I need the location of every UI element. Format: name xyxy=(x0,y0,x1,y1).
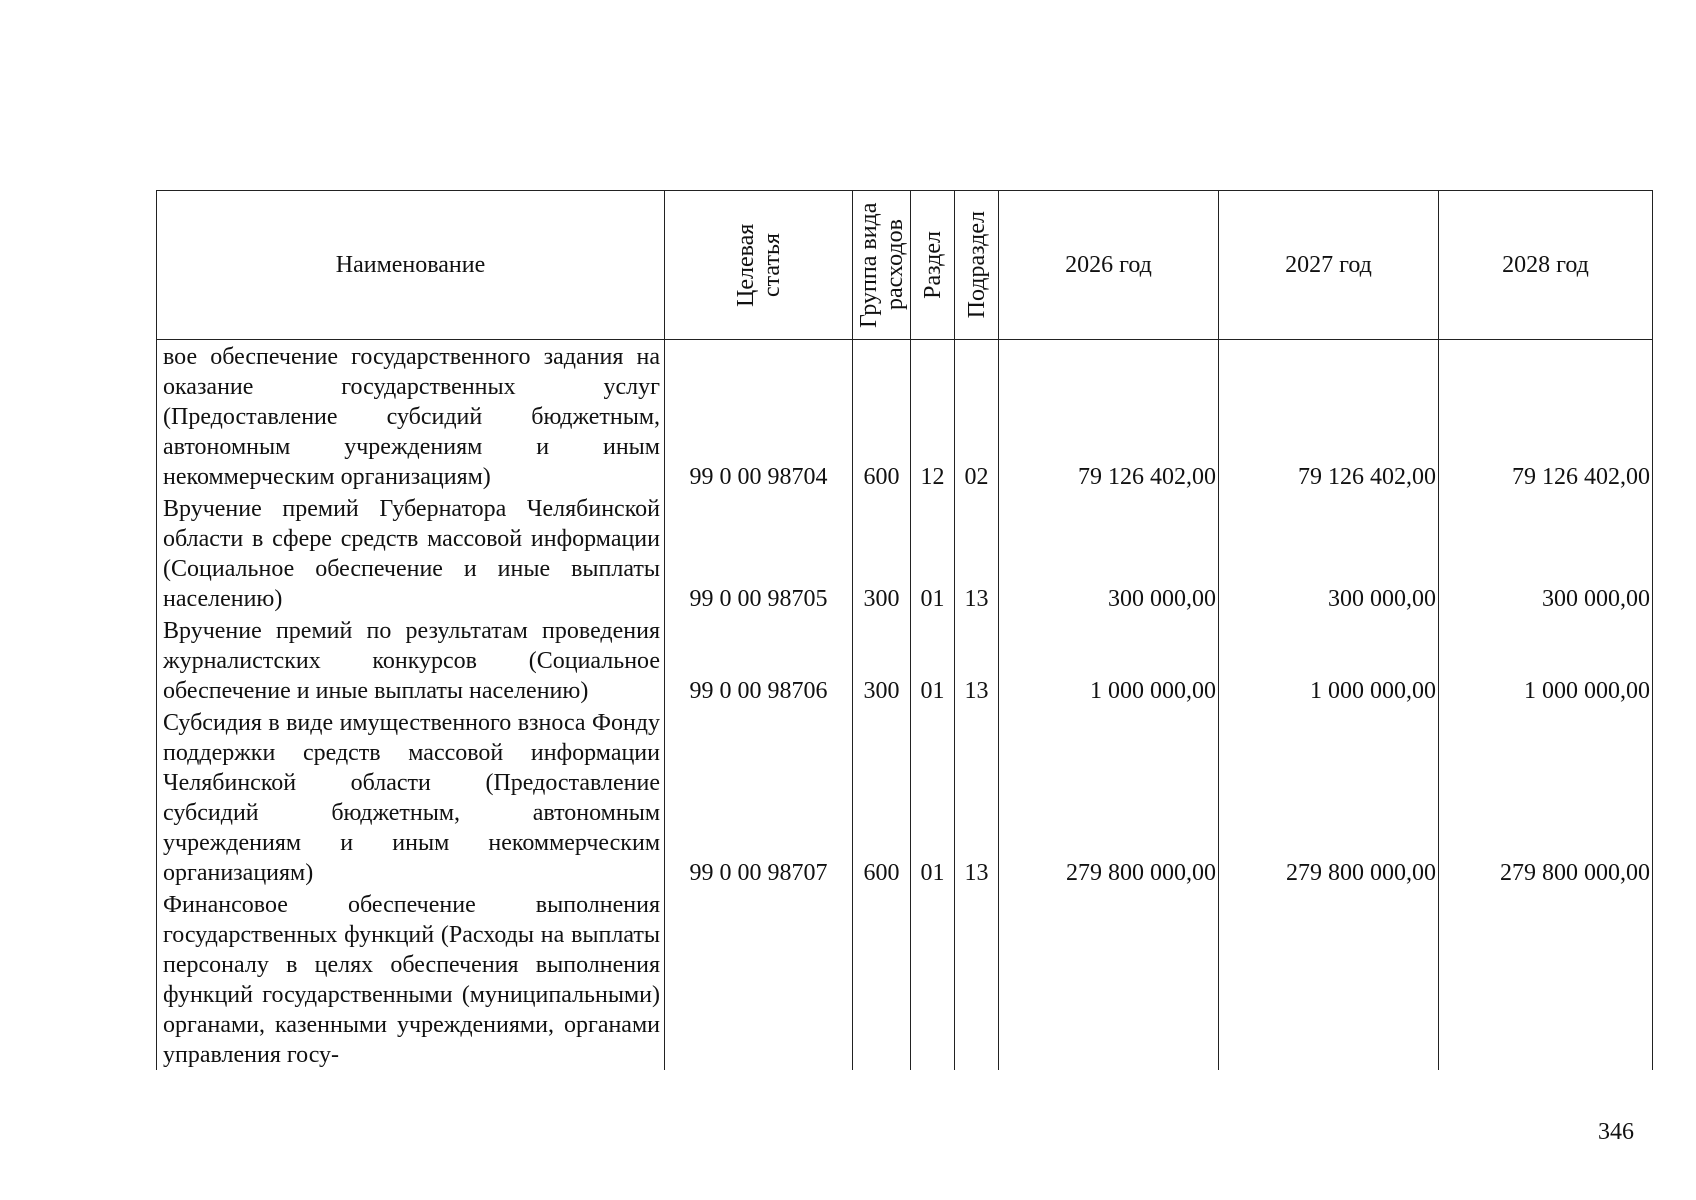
row-subsection xyxy=(955,888,999,1070)
row-section: 01 xyxy=(911,614,955,706)
header-group: Группа вида расходов xyxy=(855,202,908,328)
row-value-2026 xyxy=(999,888,1219,1070)
header-subsection-cell xyxy=(955,191,999,340)
row-subsection: 13 xyxy=(955,706,999,888)
row-value-2027 xyxy=(1219,888,1439,1070)
row-value-2028: 1 000 000,00 xyxy=(1439,614,1653,706)
header-year-2028: 2028 год xyxy=(1439,191,1653,340)
row-value-2028: 79 126 402,00 xyxy=(1439,340,1653,493)
table-row xyxy=(157,706,1653,888)
row-code: 99 0 00 98704 xyxy=(665,340,853,493)
row-code: 99 0 00 98705 xyxy=(665,492,853,614)
header-group-cell xyxy=(853,191,911,340)
table-row xyxy=(157,614,1653,706)
row-section: 01 xyxy=(911,492,955,614)
row-code: 99 0 00 98707 xyxy=(665,706,853,888)
row-value-2028 xyxy=(1439,888,1653,1070)
header-section-cell xyxy=(911,191,955,340)
header-section: Раздел xyxy=(919,231,946,299)
header-target: Целевая статья xyxy=(732,223,785,307)
row-group: 300 xyxy=(853,492,911,614)
row-section xyxy=(911,888,955,1070)
row-value-2028: 300 000,00 xyxy=(1439,492,1653,614)
row-group: 600 xyxy=(853,340,911,493)
row-name: Вручение премий по результатам проведения журналистских конкурсов (Социальное обеспечение и иные выплаты населению) xyxy=(157,614,665,706)
row-subsection: 13 xyxy=(955,614,999,706)
row-value-2028: 279 800 000,00 xyxy=(1439,706,1653,888)
row-group xyxy=(853,888,911,1070)
row-section: 12 xyxy=(911,340,955,493)
budget-table xyxy=(156,190,1653,1070)
header-name: Наименование xyxy=(157,191,665,340)
row-subsection: 02 xyxy=(955,340,999,493)
header-subsection: Подраздел xyxy=(963,211,990,319)
row-code: 99 0 00 98706 xyxy=(665,614,853,706)
header-target-cell xyxy=(665,191,853,340)
table-header-row xyxy=(157,191,1653,340)
row-value-2027: 279 800 000,00 xyxy=(1219,706,1439,888)
row-name: Вручение премий Губернатора Челябинской области в сфере средств массовой информации (Социальное обеспечение и иные выплаты населению) xyxy=(157,492,665,614)
header-year-2027: 2027 год xyxy=(1219,191,1439,340)
header-year-2026: 2026 год xyxy=(999,191,1219,340)
row-name: Финансовое обеспечение выполнения государственных функций (Расходы на выплаты персоналу в целях обеспечения выполнения функций государственными (муниципальными) органами, казенными учреждениями, органами управления госу- xyxy=(157,888,665,1070)
row-value-2027: 1 000 000,00 xyxy=(1219,614,1439,706)
row-value-2026: 79 126 402,00 xyxy=(999,340,1219,493)
row-value-2026: 279 800 000,00 xyxy=(999,706,1219,888)
row-code xyxy=(665,888,853,1070)
row-value-2027: 300 000,00 xyxy=(1219,492,1439,614)
row-value-2026: 1 000 000,00 xyxy=(999,614,1219,706)
page-number: 346 xyxy=(1598,1119,1634,1145)
row-name: Субсидия в виде имущественного взноса Фонду поддержки средств массовой информации Челябинской области (Предоставление субсидий бюджетным, автономным учреждениям и иным некоммерческим организациям) xyxy=(157,706,665,888)
row-value-2027: 79 126 402,00 xyxy=(1219,340,1439,493)
table-row xyxy=(157,492,1653,614)
row-section: 01 xyxy=(911,706,955,888)
table-row xyxy=(157,340,1653,493)
row-group: 600 xyxy=(853,706,911,888)
table-row xyxy=(157,888,1653,1070)
row-value-2026: 300 000,00 xyxy=(999,492,1219,614)
row-subsection: 13 xyxy=(955,492,999,614)
row-group: 300 xyxy=(853,614,911,706)
row-name: вое обеспечение государственного задания на оказание государственных услуг (Предоставление субсидий бюджетным, автономным учреждениям и иным некоммерческим организациям) xyxy=(157,340,665,493)
